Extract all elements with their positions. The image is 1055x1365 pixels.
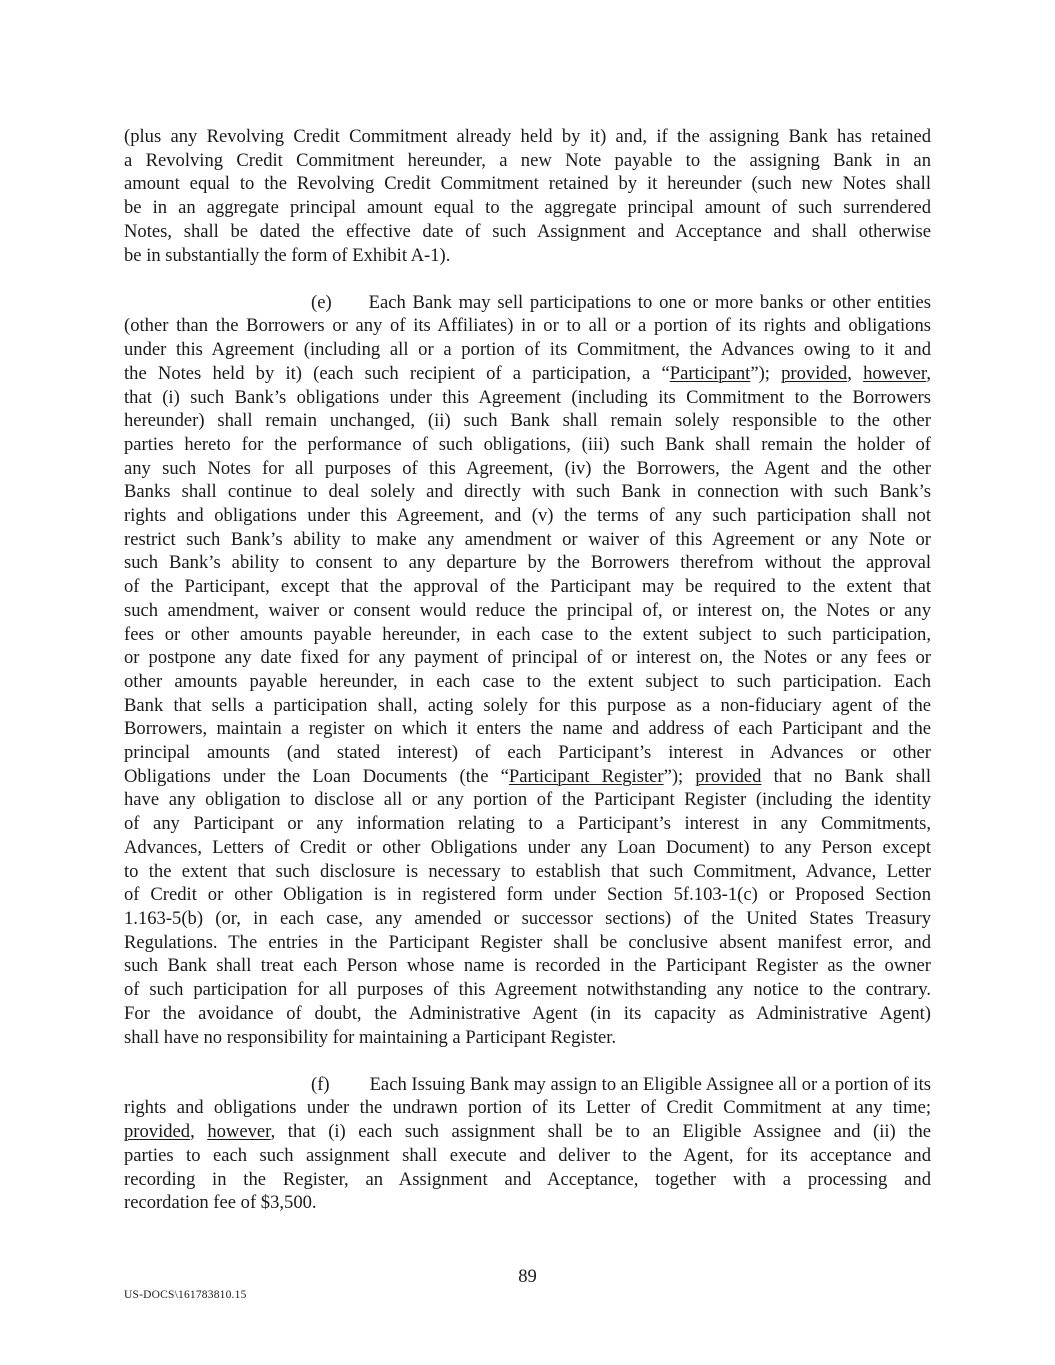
text-line: a Revolving Credit Commitment hereunder, a new Note payable to the assigning Bank in an bbox=[124, 149, 931, 171]
text-line: Regulations. The entries in the Participant Register shall be conclusive absent manifest error, and bbox=[124, 931, 931, 953]
text-line: (plus any Revolving Credit Commitment already held by it) and, if the assigning Bank has retained bbox=[124, 126, 931, 147]
provided-term: provided bbox=[695, 765, 762, 787]
text-line: of the Participant, except that the approval of the Participant may be required to the extent that bbox=[124, 576, 931, 598]
text-run: , that (i) each such assignment shall be to an Eligible Assignee and (ii) the bbox=[270, 1121, 931, 1143]
text-run: Each Issuing Bank may assign to an Eligible Assignee all or a portion of its bbox=[369, 1073, 931, 1095]
text-line: any such Notes for all purposes of this Agreement, (iv) the Borrowers, the Agent and the other bbox=[124, 457, 931, 479]
text-run: , bbox=[847, 362, 864, 384]
text-line: restrict such Bank’s ability to make any amendment or waiver of this Agreement or any Note or bbox=[124, 528, 931, 550]
text-line: have any obligation to disclose all or any portion of the Participant Register (including the identity bbox=[124, 789, 931, 811]
page-number: 89 bbox=[518, 1266, 537, 1287]
defined-term-participant: Participant bbox=[669, 362, 751, 384]
text-run: Each Bank may sell participations to one or more banks or other entities bbox=[368, 291, 931, 313]
text-line: that (i) such Bank’s obligations under this Agreement (including its Commitment to the Borrowers bbox=[124, 386, 931, 408]
text-line: be in substantially the form of Exhibit A-1). bbox=[124, 244, 451, 266]
text-line: of such participation for all purposes of this Agreement notwithstanding any notice to the contrary. bbox=[124, 979, 931, 1001]
text-line: hereunder) shall remain unchanged, (ii) such Bank shall remain solely responsible to the other bbox=[124, 410, 931, 432]
text-line: 1.163-5(b) (or, in each case, any amended or successor sections) of the United States Treasury bbox=[124, 908, 931, 929]
text-run: the Notes held by it) (each such recipient of a participation, a “ bbox=[124, 362, 670, 384]
text-line: Banks shall continue to deal solely and directly with such Bank in connection with such Bank’s bbox=[124, 481, 931, 503]
text-line: of any Participant or any information relating to a Participant’s interest in any Commitments, bbox=[124, 813, 931, 835]
text-line: Borrowers, maintain a register on which it enters the name and address of each Participant and the bbox=[124, 718, 931, 740]
text-line bbox=[124, 362, 931, 386]
text-line bbox=[124, 1073, 931, 1097]
paragraph-continuation bbox=[124, 125, 931, 267]
text-line: rights and obligations under this Agreement, and (v) the terms of any such participation shall not bbox=[124, 505, 931, 527]
text-line: to the extent that such disclosure is necessary to establish that such Commitment, Advance, Letter bbox=[124, 860, 931, 882]
text-line: rights and obligations under the undrawn portion of its Letter of Credit Commitment at any time; bbox=[124, 1097, 931, 1119]
text-line: such Bank’s ability to consent to any departure by the Borrowers therefrom without the approval bbox=[124, 552, 931, 574]
section-marker-f: (f) bbox=[311, 1073, 330, 1095]
text-run: Obligations under the Loan Documents (the “ bbox=[124, 765, 509, 787]
text-line: amount equal to the Revolving Credit Commitment retained by it hereunder (such new Notes shall bbox=[124, 173, 931, 195]
text-line: recordation fee of $3,500. bbox=[124, 1192, 317, 1214]
text-line: recording in the Register, an Assignment and Acceptance, together with a processing and bbox=[124, 1168, 931, 1190]
text-line: parties to each such assignment shall execute and deliver to the Agent, for its acceptance and bbox=[124, 1144, 931, 1166]
text-line: fees or other amounts payable hereunder, in each case to the extent subject to such participation, bbox=[124, 623, 931, 645]
however-term: however bbox=[207, 1121, 271, 1143]
text-line: under this Agreement (including all or a portion of its Commitment, the Advances owing to it and bbox=[124, 339, 931, 361]
text-line: such Bank shall treat each Person whose name is recorded in the Participant Register as the owner bbox=[124, 955, 931, 977]
text-run: that no Bank shall bbox=[761, 765, 931, 787]
text-run: , bbox=[926, 362, 931, 384]
text-line bbox=[124, 1120, 931, 1144]
text-run: ”); bbox=[750, 362, 782, 384]
defined-term-participant-register: Participant Register bbox=[508, 765, 664, 787]
text-line: shall have no responsibility for maintaining a Participant Register. bbox=[124, 1026, 617, 1048]
text-line: Bank that sells a participation shall, acting solely for this purpose as a non-fiduciary agent of the bbox=[124, 694, 931, 716]
text-line: Advances, Letters of Credit or other Obligations under any Loan Document) to any Person except bbox=[124, 836, 931, 858]
text-run: , bbox=[190, 1121, 208, 1143]
text-line: principal amounts (and stated interest) of each Participant’s interest in Advances or other bbox=[124, 742, 931, 764]
document-id: US-DOCS\161783810.15 bbox=[124, 1289, 247, 1301]
text-run: ”); bbox=[663, 765, 696, 787]
however-term: however bbox=[863, 362, 927, 384]
text-line: such amendment, waiver or consent would reduce the principal of, or interest on, the Notes or any bbox=[124, 599, 931, 621]
text-line bbox=[124, 765, 931, 789]
text-line bbox=[124, 291, 931, 315]
paragraph-f bbox=[124, 1073, 931, 1215]
text-line: of Credit or other Obligation is in registered form under Section 5f.103-1(c) or Proposed Section bbox=[124, 884, 931, 906]
provided-term: provided bbox=[781, 362, 848, 384]
paragraph-e bbox=[124, 291, 931, 1050]
provided-term: provided bbox=[124, 1121, 191, 1143]
document-body bbox=[124, 125, 931, 1238]
section-marker-e: (e) bbox=[311, 291, 332, 313]
text-line: For the avoidance of doubt, the Administrative Agent (in its capacity as Administrative Agent) bbox=[124, 1002, 931, 1024]
text-line: Notes, shall be dated the effective date of such Assignment and Acceptance and shall otherwise bbox=[124, 220, 931, 242]
text-line: be in an aggregate principal amount equal to the aggregate principal amount of such surrendered bbox=[124, 197, 931, 219]
text-line: (other than the Borrowers or any of its Affiliates) in or to all or a portion of its rights and obligations bbox=[124, 315, 931, 337]
text-line: parties hereto for the performance of such obligations, (iii) such Bank shall remain the holder of bbox=[124, 433, 931, 455]
text-line: or postpone any date fixed for any payment of principal of or interest on, the Notes or any fees or bbox=[124, 647, 931, 669]
text-line: other amounts payable hereunder, in each case to the extent subject to such participation. Each bbox=[124, 670, 931, 692]
